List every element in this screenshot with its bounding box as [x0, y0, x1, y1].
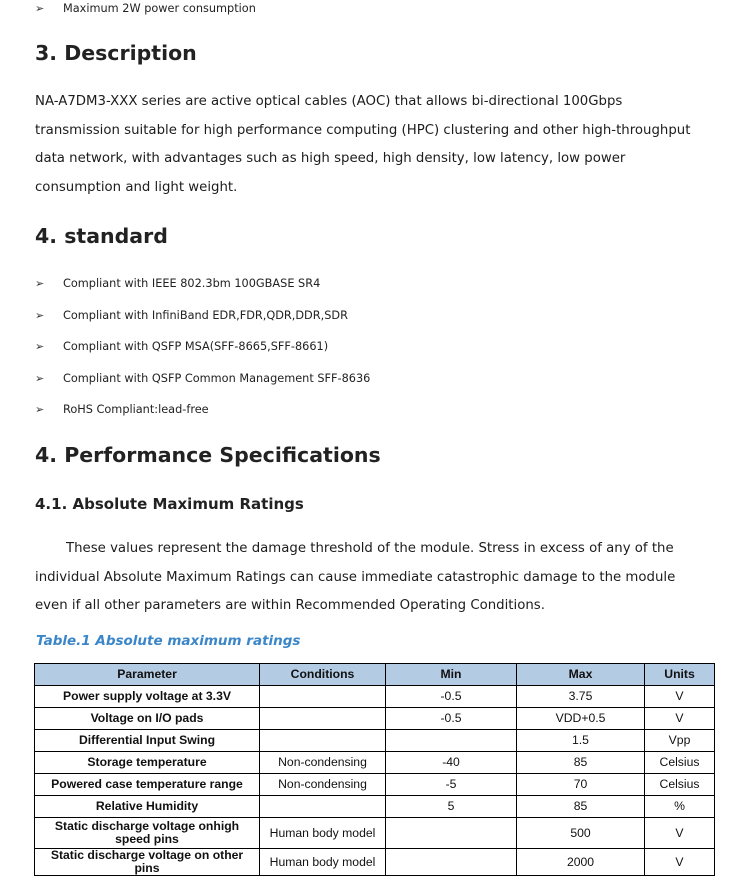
feature-bullet-text: Maximum 2W power consumption [63, 1, 256, 15]
absolute-max-ratings-table [34, 663, 715, 876]
description-heading: 3. Description [35, 41, 197, 65]
description-paragraph [35, 88, 715, 202]
max-cell: 1.5 [517, 730, 645, 752]
min-cell: -40 [386, 752, 517, 774]
absolute-ratings-subheading: 4.1. Absolute Maximum Ratings [35, 495, 304, 513]
arrow-bullet-icon: ➢ [35, 402, 45, 416]
max-cell: 2000 [517, 849, 645, 876]
conditions-cell: Non-condensing [260, 774, 386, 796]
min-cell [386, 849, 517, 876]
min-cell: -5 [386, 774, 517, 796]
table-row [35, 752, 715, 774]
table-row [35, 708, 715, 730]
standard-item-text: Compliant with QSFP Common Management SFF-8636 [63, 371, 371, 385]
max-cell: 3.75 [517, 686, 645, 708]
standard-item [35, 338, 328, 354]
standard-item-text: RoHS Compliant:lead-free [63, 402, 209, 416]
description-line: consumption and light weight. [35, 179, 238, 195]
column-header-conditions: Conditions [260, 664, 386, 686]
standard-item [35, 370, 370, 386]
units-cell: V [645, 686, 715, 708]
max-cell: 70 [517, 774, 645, 796]
min-cell [386, 730, 517, 752]
conditions-cell: Human body model [260, 849, 386, 876]
feature-bullet [35, 0, 256, 16]
standard-item-text: Compliant with InfiniBand EDR,FDR,QDR,DDR,SDR [63, 308, 348, 322]
ratings-line: individual Absolute Maximum Ratings can cause immediate catastrophic damage to the module [35, 569, 676, 585]
column-header-min: Min [386, 664, 517, 686]
description-line: transmission suitable for high performance computing (HPC) clustering and other high-throughput [35, 122, 691, 138]
table-row [35, 774, 715, 796]
standard-item-text: Compliant with IEEE 802.3bm 100GBASE SR4 [63, 276, 321, 290]
ratings-line: even if all other parameters are within Recommended Operating Conditions. [35, 598, 545, 613]
table-header-row [35, 664, 715, 686]
description-line: NA-A7DM3-XXX series are active optical cables (AOC) that allows bi-directional 100Gbps [35, 94, 623, 109]
parameter-cell: Static discharge voltage on other pins [35, 849, 260, 876]
parameter-cell: Power supply voltage at 3.3V [35, 686, 260, 708]
max-cell: VDD+0.5 [517, 708, 645, 730]
units-cell: V [645, 818, 715, 849]
table-row [35, 730, 715, 752]
table-caption: Table.1 Absolute maximum ratings [36, 633, 301, 649]
parameter-cell: Static discharge voltage onhigh speed pins [35, 818, 260, 849]
max-cell: 85 [517, 796, 645, 818]
performance-heading: 4. Performance Specifications [35, 443, 381, 467]
description-line: data network, with advantages such as high speed, high density, low latency, low power [35, 151, 626, 166]
parameter-cell: Voltage on I/O pads [35, 708, 260, 730]
column-header-units: Units [645, 664, 715, 686]
units-cell: Celsius [645, 752, 715, 774]
column-header-max: Max [517, 664, 645, 686]
units-cell: V [645, 708, 715, 730]
standard-heading: 4. standard [35, 224, 168, 248]
min-cell [386, 818, 517, 849]
arrow-bullet-icon: ➢ [35, 276, 45, 290]
units-cell: V [645, 849, 715, 876]
min-cell: 5 [386, 796, 517, 818]
parameter-cell: Differential Input Swing [35, 730, 260, 752]
units-cell: Vpp [645, 730, 715, 752]
conditions-cell: Non-condensing [260, 752, 386, 774]
conditions-cell [260, 730, 386, 752]
ratings-paragraph [35, 535, 715, 621]
conditions-cell [260, 796, 386, 818]
conditions-cell [260, 708, 386, 730]
ratings-line: These values represent the damage threshold of the module. Stress in excess of any of the [66, 541, 674, 556]
conditions-cell [260, 686, 386, 708]
arrow-bullet-icon: ➢ [35, 339, 45, 353]
standard-item [35, 307, 348, 323]
table-row [35, 849, 715, 876]
conditions-cell: Human body model [260, 818, 386, 849]
arrow-bullet-icon: ➢ [35, 371, 45, 385]
arrow-bullet-icon: ➢ [35, 1, 45, 15]
parameter-cell: Powered case temperature range [35, 774, 260, 796]
arrow-bullet-icon: ➢ [35, 308, 45, 322]
table-row [35, 686, 715, 708]
column-header-parameter: Parameter [35, 664, 260, 686]
standard-item [35, 275, 320, 291]
max-cell: 500 [517, 818, 645, 849]
units-cell: % [645, 796, 715, 818]
standard-item [35, 401, 209, 417]
max-cell: 85 [517, 752, 645, 774]
table-row [35, 796, 715, 818]
parameter-cell: Relative Humidity [35, 796, 260, 818]
table-row [35, 818, 715, 849]
standard-item-text: Compliant with QSFP MSA(SFF-8665,SFF-8661) [63, 339, 329, 353]
parameter-cell: Storage temperature [35, 752, 260, 774]
min-cell: -0.5 [386, 686, 517, 708]
min-cell: -0.5 [386, 708, 517, 730]
units-cell: Celsius [645, 774, 715, 796]
